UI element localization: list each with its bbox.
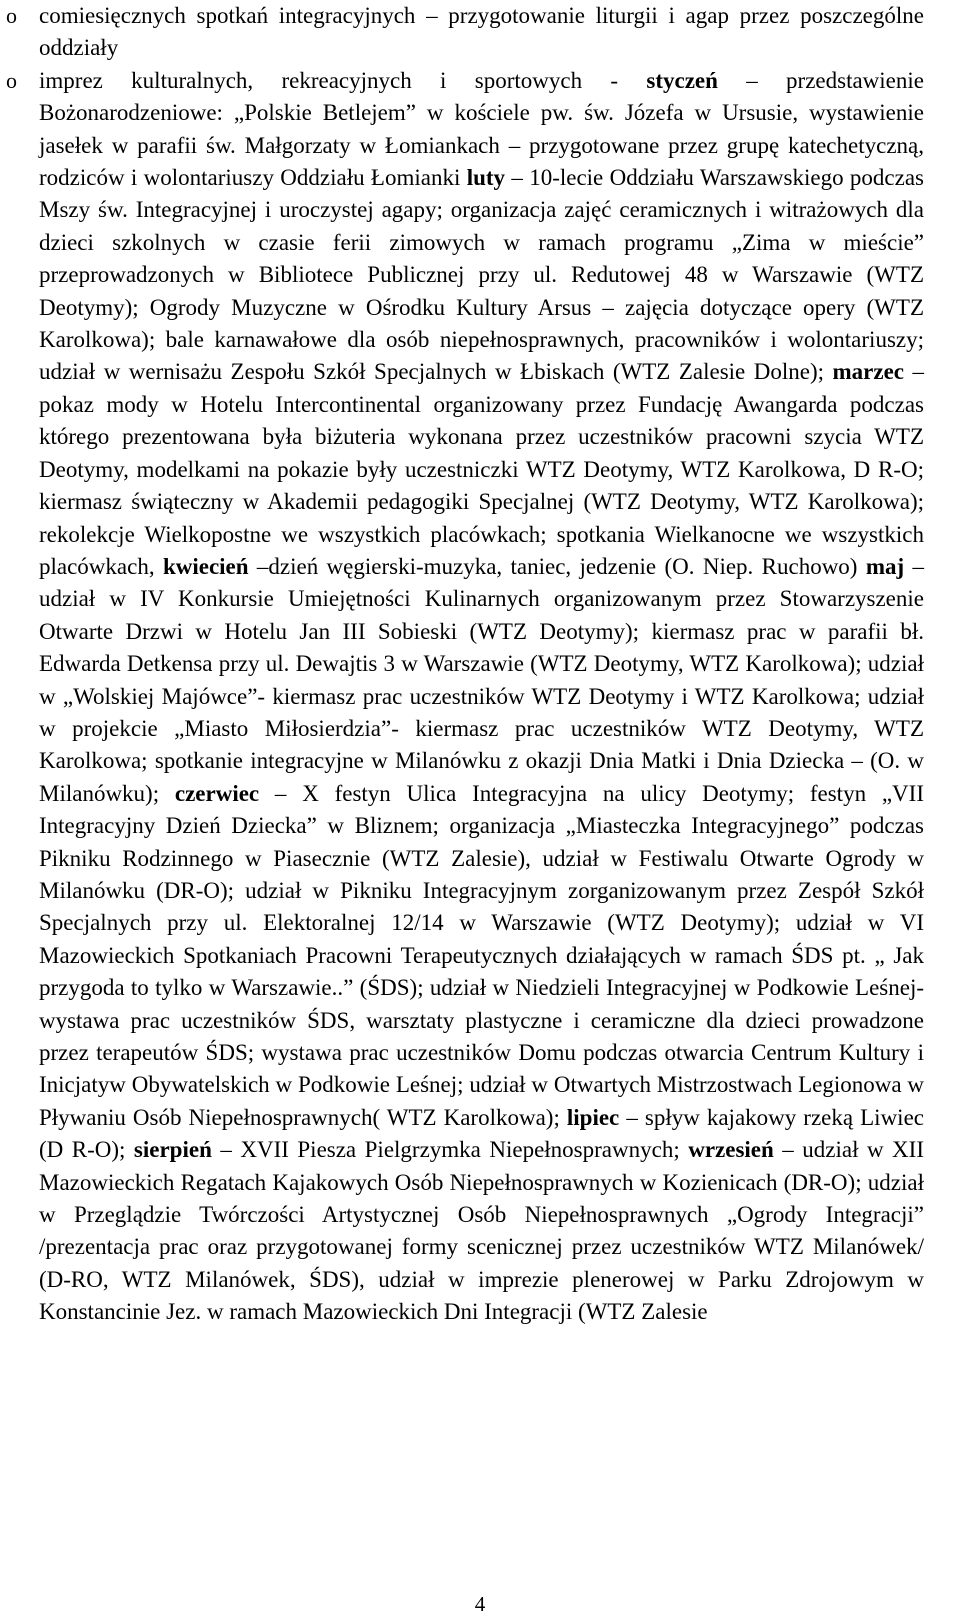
month-label: marzec <box>832 359 904 385</box>
month-label: luty <box>466 165 506 191</box>
bullet-icon: o <box>6 67 17 93</box>
list-item <box>6 0 924 65</box>
text-segment: – spływ kajakowy rzeką Liwiec (D R-O); <box>39 1104 924 1163</box>
list-item <box>6 65 924 1329</box>
text-segment: imprez kulturalnych, rekreacyjnych i sportowych - <box>39 67 647 93</box>
text-segment: – przedstawienie Bożonarodzeniowe: „Polskie Betlejem” w kościele pw. św. Józefa w Ursusie, wystawienie jasełek w parafii św. Małgorzaty w Łomiankach – przygotowane przez grupę katechetyczną, rodziców i wolontariuszy Oddziału Łomianki <box>39 67 924 191</box>
bullet-icon: o <box>6 3 17 28</box>
month-label: maj <box>865 553 905 579</box>
month-label: lipiec <box>566 1104 620 1130</box>
activity-list <box>6 0 924 1329</box>
text-segment: – udział w XII Mazowieckich Regatach Kajakowych Osób Niepełnosprawnych w Kozienicach (DR-O); udział w Przeglądzie Twórczości Artystycznej Osób Niepełnosprawnych „Ogrody Integracji” /prezentacja prac oraz przygotowanej formy scenicznej przez uczestników WTZ Milanówek/ (D-RO, WTZ Milanówek, ŚDS), udział w imprezie plenerowej w Parku Zdrojowym w Konstancinie Jez. w ramach Mazowieckich Dni Integracji (WTZ Zalesie <box>39 1137 924 1325</box>
month-label: czerwiec <box>174 780 260 806</box>
month-label: sierpień <box>133 1137 212 1163</box>
text-segment: –dzień węgierski-muzyka, taniec, jedzenie (O. Niep. Ruchowo) <box>248 553 866 579</box>
text-segment: – X festyn Ulica Integracyjna na ulicy Deotymy; festyn „VII Integracyjny Dzień Dziecka” w Bliznem; organizacja „Miasteczka Integracyjnego” podczas Pikniku Rodzinnego w Piasecznie (WTZ Zalesie), udział w Festiwalu Otwarte Ogrody w Milanówku (DR-O); udział w Pikniku Integracyjnym zorganizowanym przez Zespół Szkół Specjalnych przy ul. Elektoralnej 12/14 w Warszawie (WTZ Deotymy); udział w VI Mazowieckich Spotkaniach Pracowni Terapeutycznych działających w ramach ŚDS pt. „ Jak przygoda to tylko w Warszawie..” (ŚDS); udział w Niedzieli Integracyjnej w Podkowie Leśnej-wystawa prac uczestników ŚDS, warsztaty plastyczne i ceramiczne dla dzieci prowadzone przez terapeutów ŚDS; wystawa prac uczestników Domu podczas otwarcia Centrum Kultury i Inicjatyw Obywatelskich w Podkowie Leśnej; udział w Otwartych Mistrzostwach Legionowa w Pływaniu Osób Niepełnosprawnych( WTZ Karolkowa); <box>39 780 924 1130</box>
text-segment: – udział w IV Konkursie Umiejętności Kulinarnych organizowanym przez Stowarzyszenie Otwarte Drzwi w Hotelu Jan III Sobieski (WTZ Deotymy); kiermasz prac w parafii bł. Edwarda Detkensa przy ul. Dewajtis 3 w Warszawie (WTZ Deotymy, WTZ Karolkowa); udział w „Wolskiej Majówce”- kiermasz prac uczestników WTZ Deotymy i WTZ Karolkowa; udział w projekcie „Miasto Miłosierdzia”- kiermasz prac uczestników WTZ Deotymy, WTZ Karolkowa; spotkanie integracyjne w Milanówku z okazji Dnia Matki i Dnia Dziecka – (O. w Milanówku); <box>39 553 925 806</box>
month-label: wrzesień <box>688 1137 774 1163</box>
month-label: kwiecień <box>162 553 249 579</box>
text-segment: – pokaz mody w Hotelu Intercontinental organizowany przez Fundację Awangarda podczas którego prezentowana była biżuteria wykonana przez uczestników pracowni szycia WTZ Deotymy, modelkami na pokazie były uczestniczki WTZ Deotymy, WTZ Karolkowa, D R-O; kiermasz świąteczny w Akademii pedagogiki Specjalnej (WTZ Deotymy, WTZ Karolkowa); rekolekcje Wielkopostne we wszystkich placówkach; spotkania Wielkanocne we wszystkich placówkach, <box>39 359 925 579</box>
text-segment: comiesięcznych spotkań integracyjnych – przygotowanie liturgii i agap przez poszczególne oddziały <box>39 3 924 61</box>
list-item-text <box>39 3 924 60</box>
month-label: styczeń <box>646 67 718 93</box>
text-segment: – 10-lecie Oddziału Warszawskiego podczas Mszy św. Integracyjnej i uroczystej agapy; organizacja zajęć ceramicznych i witrażowych dla dzieci szkolnych w czasie ferii zimowych w ramach programu „Zima w mieście” przeprowadzonych w Bibliotece Publicznej przy ul. Redutowej 48 w Warszawie (WTZ Deotymy); Ogrody Muzyczne w Ośrodku Kultury Arsus – zajęcia dotyczące opery (WTZ Karolkowa); bale karnawałowe dla osób niepełnosprawnych, pracowników i wolontariuszy; udział w wernisażu Zespołu Szkół Specjalnych w Łbiskach (WTZ Zalesie Dolne); <box>39 165 924 385</box>
page-number: 4 <box>474 1592 486 1616</box>
list-item-text <box>39 68 924 1324</box>
text-segment: – XVII Piesza Pielgrzymka Niepełnosprawnych; <box>211 1137 689 1163</box>
